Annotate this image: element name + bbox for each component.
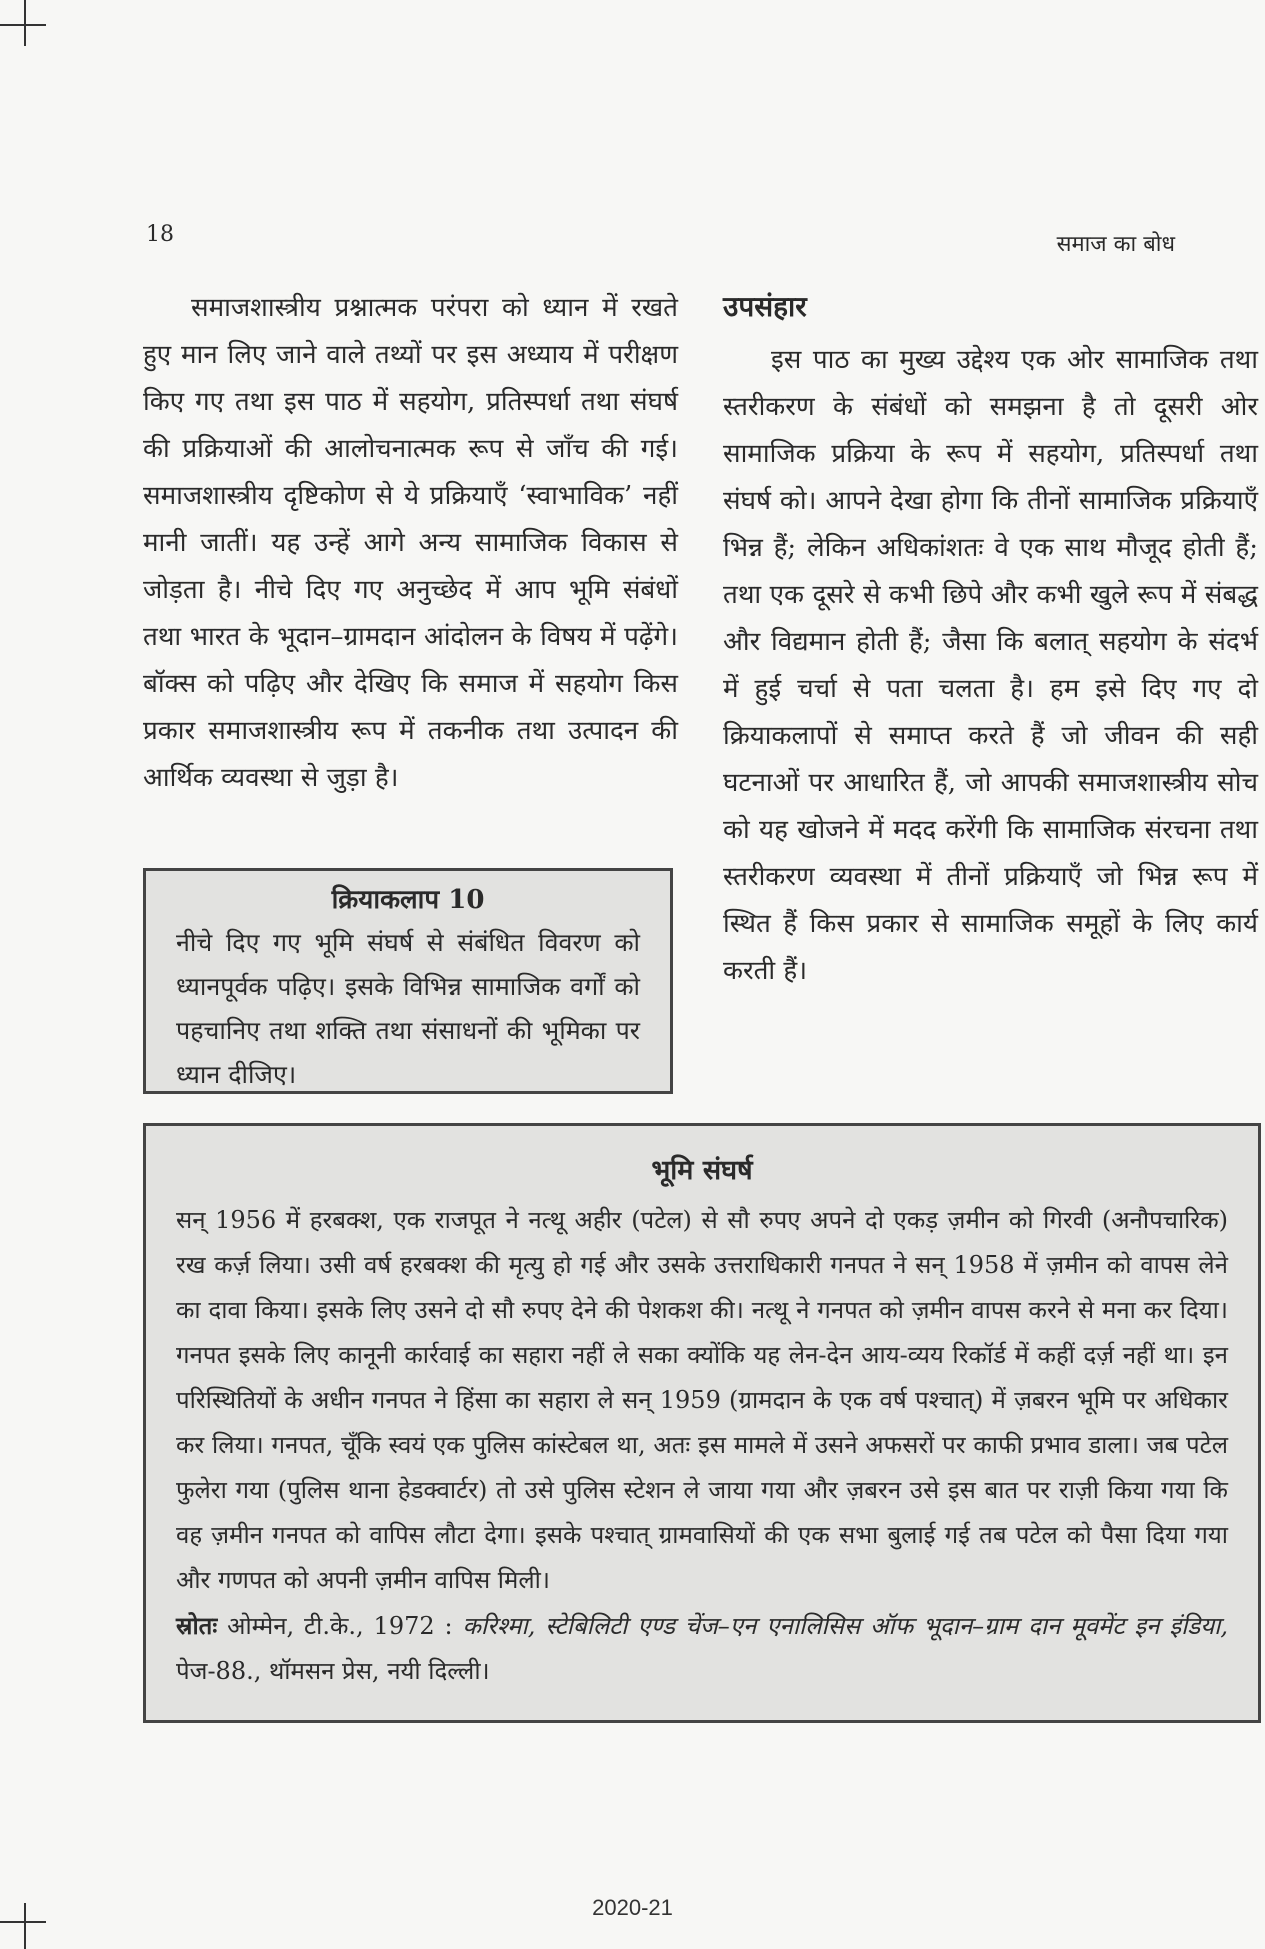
right-column [723,285,1258,995]
crop-mark-bottom-horizontal [0,1921,46,1923]
source-rest: पेज-88., थॉमसन प्रेस, नयी दिल्ली। [176,1657,490,1685]
right-paragraph: इस पाठ का मुख्य उद्देश्य एक ओर सामाजिक तथा स्तरीकरण के संबंधों को समझना है तो दूसरी ओर सामाजिक प्रक्रिया के रूप में सहयोग, प्रतिस्पर्धा तथा संघर्ष को। आपने देखा होगा कि तीनों सामाजिक प्रक्रियाएँ भिन्न हैं; लेकिन अधिकांशतः वे एक साथ मौजूद होती हैं; तथा एक दूसरे से कभी छिपे और कभी खुले रूप में संबद्ध और विद्यमान होती हैं; जैसा कि बलात् सहयोग के संदर्भ में हुई चर्चा से पता चलता है। हम इसे दिए गए दो क्रियाकलापों से समाप्त करते हैं जो जीवन की सही घटनाओं पर आधारित हैं, जो आपकी समाजशास्त्रीय सोच को यह खोजने में मदद करेंगी कि सामाजिक संरचना तथा स्तरीकरण व्यवस्था में तीनों प्रक्रियाएँ जो भिन्न रूप में स्थित हैं किस प्रकार से सामाजिक समूहों के लिए कार्य करती हैं। [723,345,1258,986]
story-title: भूमि संघर्ष [651,1155,753,1186]
source-citation [176,1603,1228,1694]
footer-year: 2020-21 [592,1895,673,1920]
left-column [143,285,678,802]
crop-mark-top-horizontal [0,24,46,26]
source-label: स्रोतः [176,1611,218,1640]
activity-box [143,868,673,1094]
source-work: करिश्मा, स्टेबिलिटी एण्ड चेंज–एन एनालिसिस ऑफ भूदान–ग्राम दान मूवमेंट इन इंडिया, [462,1612,1228,1640]
story-text: सन् 1956 में हरबक्श, एक राजपूत ने नत्थू अहीर (पटेल) से सौ रुपए अपने दो एकड़ ज़मीन को गिरवी (अनौपचारिक) रख कर्ज़ लिया। उसी वर्ष हरबक्श की मृत्यु हो गई और उसके उत्तराधिकारी गनपत ने सन् 1958 में ज़मीन को वापस लेने का दावा किया। इसके लिए उसने दो सौ रुपए देने की पेशकश की। नत्थू ने गनपत को ज़मीन वापस करने से मना कर दिया। गनपत इसके लिए कानूनी कार्रवाई का सहारा नहीं ले सका क्योंकि यह लेन-देन आय-व्यय रिकॉर्ड में कहीं दर्ज़ नहीं था। इन परिस्थितियों के अधीन गनपत ने हिंसा का सहारा ले सन् 1959 (ग्रामदान के एक वर्ष पश्चात्) में ज़बरन भूमि पर अधिकार कर लिया। गनपत, चूँकि स्वयं एक पुलिस कांस्टेबल था, अतः इस मामले में उसने अफसरों पर काफी प्रभाव डाला। जब पटेल फुलेरा गया (पुलिस थाना हेडक्वार्टर) तो उसे पुलिस स्टेशन ले जाया गया और ज़बरन उसे इस बात पर राज़ी किया गया कि वह ज़मीन गनपत को वापिस लौटा देगा। इसके पश्चात् ग्रामवासियों की एक सभा बुलाई गई तब पटेल को पैसा दिया गया और गणपत को अपनी ज़मीन वापिस मिली। [176,1206,1228,1594]
crop-mark-top-vertical [24,0,26,46]
left-paragraph: समाजशास्त्रीय प्रश्नात्मक परंपरा को ध्यान में रखते हुए मान लिए जाने वाले तथ्यों पर इस अध्याय में परीक्षण किए गए तथा इस पाठ में सहयोग, प्रतिस्पर्धा तथा संघर्ष की प्रक्रियाओं की आलोचनात्मक रूप से जाँच की गई। समाजशास्त्रीय दृष्टिकोण से ये प्रक्रियाएँ ‘स्वाभाविक’ नहीं मानी जातीं। यह उन्हें आगे अन्य सामाजिक विकास से जोड़ता है। नीचे दिए गए अनुच्छेद में आप भूमि संबंधों तथा भारत के भूदान–ग्रामदान आंदोलन के विषय में पढ़ेंगे। बॉक्स को पढ़िए और देखिए कि समाज में सहयोग किस प्रकार समाजशास्त्रीय रूप में तकनीक तथा उत्पादन की आर्थिक व्यवस्था से जुड़ा है। [143,293,678,793]
section-heading: उपसंहार [723,290,807,323]
running-title: समाज का बोध [1056,232,1175,257]
story-box [143,1123,1261,1723]
activity-text: नीचे दिए गए भूमि संघर्ष से संबंधित विवरण को ध्यानपूर्वक पढ़िए। इसके विभिन्न सामाजिक वर्गों को पहचानिए तथा शक्ति तथा संसाधनों की भूमिका पर ध्यान दीजिए। [176,928,640,1089]
page-number: 18 [146,222,174,247]
source-author: ओम्मेन, टी.के., 1972 : [227,1612,453,1640]
activity-title: क्रियाकलाप 10 [331,885,485,915]
